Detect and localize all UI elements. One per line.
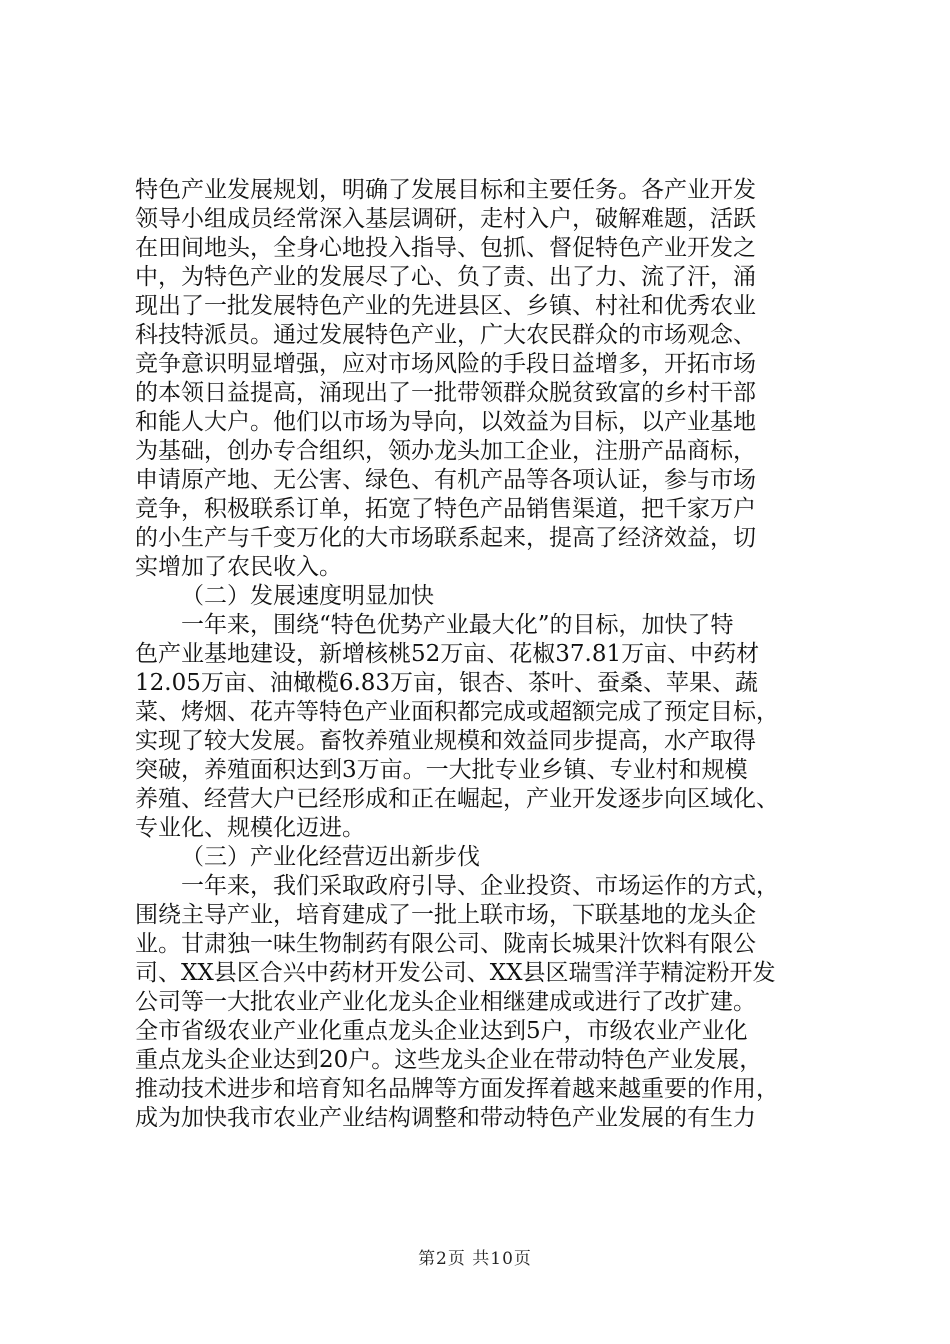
text-line: 的本领日益提高，涌现出了一批带领群众脱贫致富的乡村干部 [135, 380, 756, 406]
text-line: 中，为特色产业的发展尽了心、负了责、出了力、流了汗，涌 [135, 264, 756, 290]
text-line: 色产业基地建设，新增核桃52万亩、花椒37.81万亩、中药材 [135, 641, 760, 667]
text-line: 特色产业发展规划，明确了发展目标和主要任务。各产业开发 [135, 177, 756, 203]
text-line: 专业化、规模化迈进。 [135, 815, 365, 841]
text-line: 竞争，积极联系订单，拓宽了特色产品销售渠道，把千家万户 [135, 496, 756, 522]
text-line: 成为加快我市农业产业结构调整和带动特色产业发展的有生力 [135, 1105, 756, 1131]
text-line: 现出了一批发展特色产业的先进县区、乡镇、村社和优秀农业 [135, 293, 756, 319]
text-line: 一年来，我们采取政府引导、企业投资、市场运作的方式， [181, 873, 779, 899]
document-body [135, 176, 835, 1133]
text-line: 和能人大户。他们以市场为导向，以效益为目标，以产业基地 [135, 409, 756, 435]
text-line: 全市省级农业产业化重点龙头企业达到5户，市级农业产业化 [135, 1018, 748, 1044]
text-line: 12.05万亩、油橄榄6.83万亩，银杏、茶叶、蚕桑、苹果、蔬 [135, 670, 759, 696]
text-line: 养殖、经营大户已经形成和正在崛起，产业开发逐步向区域化、 [135, 786, 779, 812]
text-line: 突破，养殖面积达到3万亩。一大批专业乡镇、专业村和规模 [135, 757, 748, 783]
text-line: 为基础，创办专合组织，领办龙头加工企业，注册产品商标， [135, 438, 756, 464]
text-line: 实增加了农民收入。 [135, 554, 342, 580]
text-line: 围绕主导产业，培育建成了一批上联市场，下联基地的龙头企 [135, 902, 756, 928]
text-line: 在田间地头，全身心地投入指导、包抓、督促特色产业开发之 [135, 235, 756, 261]
text-line: 科技特派员。通过发展特色产业，广大农民群众的市场观念、 [135, 322, 756, 348]
text-line: 竞争意识明显增强，应对市场风险的手段日益增多，开拓市场 [135, 351, 756, 377]
section-heading: （二）发展速度明显加快 [181, 583, 434, 609]
page-footer: 第2页 共10页 [418, 1249, 532, 1269]
text-line: 领导小组成员经常深入基层调研，走村入户，破解难题，活跃 [135, 206, 756, 232]
text-line: 推动技术进步和培育知名品牌等方面发挥着越来越重要的作用， [135, 1076, 779, 1102]
text-line: 公司等一大批农业产业化龙头企业相继建成或进行了改扩建。 [135, 989, 756, 1015]
text-line: 的小生产与千变万化的大市场联系起来，提高了经济效益，切 [135, 525, 756, 551]
text-line: 一年来，围绕“特色优势产业最大化”的目标，加快了特 [181, 612, 734, 638]
text-line: 业。甘肃独一味生物制药有限公司、陇南长城果汁饮料有限公 [135, 931, 756, 957]
text-line: 实现了较大发展。畜牧养殖业规模和效益同步提高，水产取得 [135, 728, 756, 754]
text-line: 重点龙头企业达到20户。这些龙头企业在带动特色产业发展， [135, 1047, 763, 1073]
text-line: 司、XX县区合兴中药材开发公司、XX县区瑞雪洋芋精淀粉开发 [135, 960, 776, 986]
section-heading: （三）产业化经营迈出新步伐 [181, 844, 480, 870]
text-line: 申请原产地、无公害、绿色、有机产品等各项认证，参与市场 [135, 467, 756, 493]
text-line: 菜、烤烟、花卉等特色产业面积都完成或超额完成了预定目标， [135, 699, 779, 725]
